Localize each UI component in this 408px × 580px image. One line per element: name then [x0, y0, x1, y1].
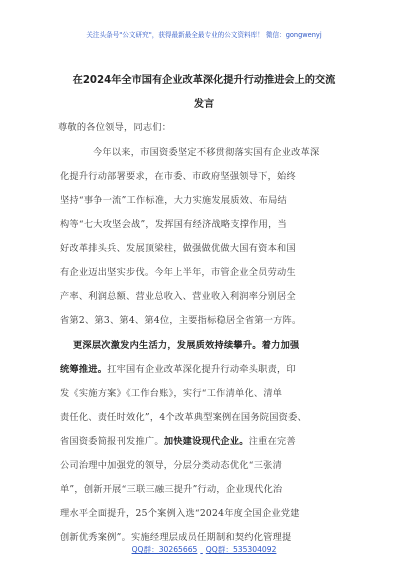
salutation: 尊敬的各位领导，同志们：: [58, 122, 172, 133]
paragraph-line: 坚持“事争一流”工作标准，大力实施发展质效、布局结: [60, 195, 287, 206]
qq-group-link-2[interactable]: QQ群：535304092: [205, 545, 277, 554]
header-banner: 关注头条号"公文研究"，获得最新最全最专业的公文资料库！ 微信：gongwenyj: [86, 31, 322, 39]
paragraph-line: 创新优秀案例”。实施经理层成员任期制和契约化管理提: [60, 532, 292, 543]
paragraph-text: 扛牢国有企业改革深化提升行动牵头职责，印: [107, 364, 296, 375]
paragraph-line: 化提升行动部署要求，在市委、市政府坚强领导下，始终: [60, 171, 296, 182]
paragraph-line: 产率、利润总额、营业总收入、营业收入利润率分别居全: [60, 291, 296, 302]
paragraph-line: 理水平全面提升，25个案例入选“2024年度全国企业党建: [60, 508, 300, 519]
footer: [0, 544, 408, 555]
document-title-line-1: 在2024年全市国有企业改革深化提升行动推进会上的交流: [72, 75, 336, 86]
paragraph-line: 公司治理中加强党的领导，分层分类动态优化“三张清: [60, 460, 283, 471]
qq-group-link-1[interactable]: QQ群：30265665: [131, 545, 198, 554]
paragraph-line: [60, 361, 296, 375]
paragraph-line: 今年以来，市国资委坚定不移贯彻落实国有企业改革深: [93, 147, 320, 158]
paragraph-line: 单”，创新开展“三联三融三提升”行动，企业现代化治: [60, 484, 283, 495]
paragraph-line: 构等“七大攻坚会战”，发挥国有经济战略支撑作用，当: [60, 219, 287, 230]
paragraph-line: 发《实施方案》《工作台账》，实行“工作清单化、清单: [60, 388, 283, 399]
paragraph-line: [60, 433, 296, 447]
paragraph-text: 省国资委简报刊发推广。: [60, 436, 164, 447]
paragraph-line: 好改革排头兵、发展顶梁柱，做强做优做大国有资本和国: [60, 243, 296, 254]
section-heading: 更深层次激发内生活力，发展质效持续攀升。着力加强: [73, 340, 300, 351]
paragraph-text: 注重在完善: [248, 436, 296, 447]
document-title-line-2: 发言: [193, 99, 215, 110]
paragraph-line: 有企业迈出坚实步伐。今年上半年，市管企业全员劳动生: [60, 267, 296, 278]
paragraph-line: 责任化、责任时效化”，4个改革典型案例在国务院国资委、: [60, 412, 307, 423]
subheading: 加快建设现代企业。: [163, 436, 249, 447]
paragraph-line: 省第2、第3、第4、第4位，主要指标稳居全省第一方阵。: [60, 315, 302, 326]
subheading: 统筹推进。: [60, 364, 108, 375]
